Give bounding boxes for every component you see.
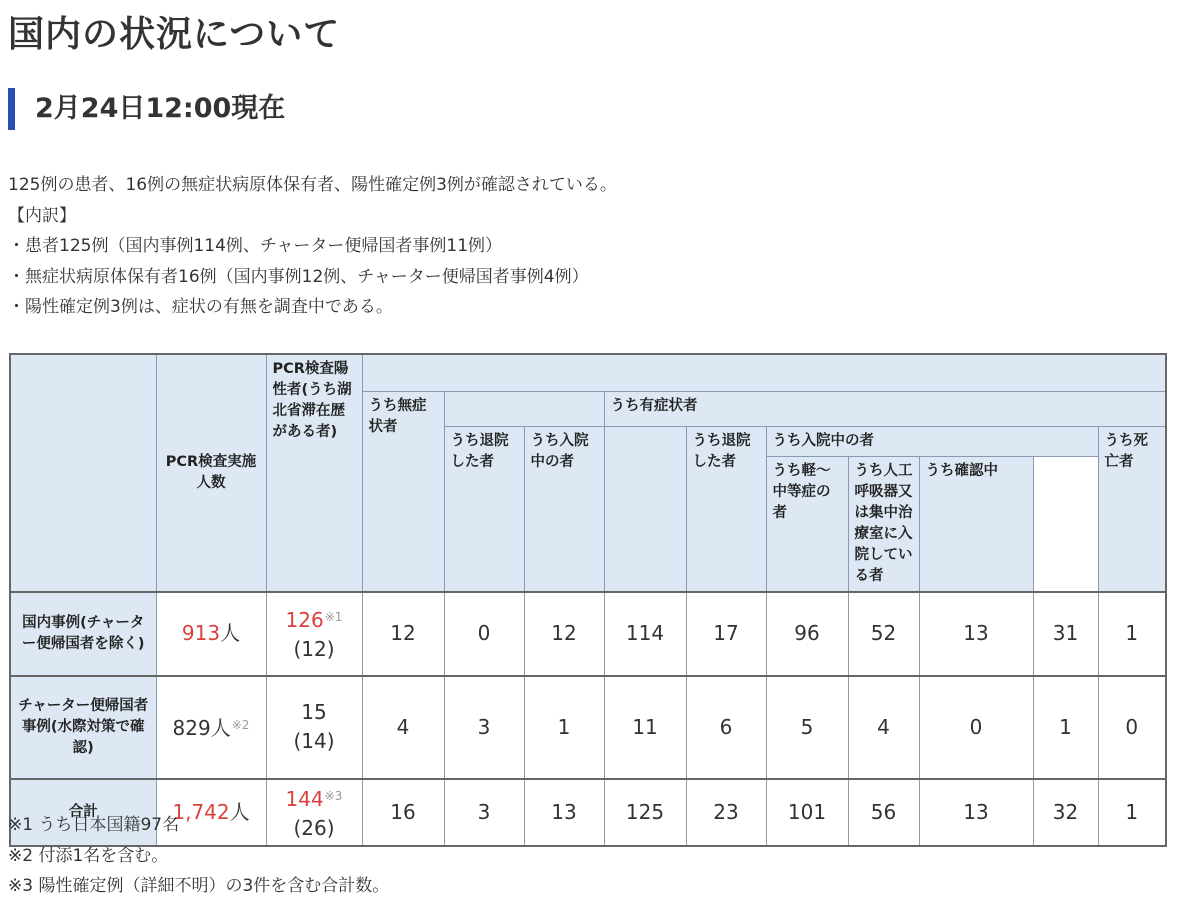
mild-moderate-cell: 4 bbox=[848, 676, 919, 779]
footnote: ※3 陽性確定例（詳細不明）の3件を含む合計数。 bbox=[8, 876, 390, 896]
sym-discharged-cell: 23 bbox=[686, 779, 766, 846]
asym-discharged-cell: 3 bbox=[444, 676, 524, 779]
pcr-tests-value: 913 bbox=[181, 621, 221, 645]
header-pcr-positive: PCR検査陽性者(うち湖北省滞在歴がある者) bbox=[266, 354, 362, 592]
sym-hospitalized-cell: 96 bbox=[766, 592, 848, 676]
deaths-cell: 0 bbox=[1098, 676, 1166, 779]
header-asym-discharged: うち退院した者 bbox=[444, 426, 524, 592]
row-label: チャーター便帰国者事例(水際対策で確認) bbox=[10, 676, 156, 779]
header-sym-hospitalized: うち入院中の者 bbox=[766, 426, 1098, 456]
pcr-tests-cell bbox=[156, 676, 266, 779]
sym-hospitalized-cell: 101 bbox=[766, 779, 848, 846]
mild-moderate-cell: 56 bbox=[848, 779, 919, 846]
summary-line: ・患者125例（国内事例114例、チャーター便帰国者事例11例） bbox=[8, 236, 503, 256]
header-ventilator-icu: うち人工呼吸器又は集中治療室に入院している者 bbox=[848, 456, 919, 592]
summary-line: ・無症状病原体保有者16例（国内事例12例、チャーター便帰国者事例4例） bbox=[8, 266, 589, 287]
ventilator-icu-cell: 13 bbox=[919, 779, 1033, 846]
table-row bbox=[10, 592, 1166, 676]
footnote: ※1 うち日本国籍97名 bbox=[8, 815, 180, 835]
header-sym-discharged: うち退院した者 bbox=[686, 426, 766, 592]
summary-line: 【内訳】 bbox=[8, 205, 76, 226]
footnotes bbox=[8, 810, 389, 902]
asym-hospitalized-cell: 12 bbox=[524, 592, 604, 676]
row-label: 合計 bbox=[10, 779, 156, 846]
header-symptomatic: うち有症状者 bbox=[604, 391, 1166, 426]
pcr-positive-value: 15 bbox=[301, 700, 327, 724]
row-label: 国内事例(チャーター便帰国者を除く) bbox=[10, 592, 156, 676]
pcr-tests-unit: 人 bbox=[220, 621, 241, 645]
table-row bbox=[10, 676, 1166, 779]
asym-hospitalized-cell: 1 bbox=[524, 676, 604, 779]
footnote-marker: ※1 bbox=[324, 610, 343, 624]
stats-table bbox=[9, 353, 1167, 847]
pcr-tests-cell bbox=[156, 592, 266, 676]
symptomatic-cell: 11 bbox=[604, 676, 686, 779]
page-title: 国内の状況について bbox=[8, 14, 341, 55]
confirming-cell: 31 bbox=[1033, 592, 1098, 676]
ventilator-icu-cell: 13 bbox=[919, 592, 1033, 676]
header-asym-band bbox=[444, 391, 604, 426]
sym-discharged-cell: 17 bbox=[686, 592, 766, 676]
header-pcr-tests: PCR検査実施人数 bbox=[156, 354, 266, 592]
header-corner bbox=[10, 354, 156, 592]
deaths-cell: 1 bbox=[1098, 592, 1166, 676]
pcr-positive-hubei: (12) bbox=[293, 637, 335, 661]
pcr-tests-value: 829 bbox=[172, 716, 211, 740]
confirming-cell: 1 bbox=[1033, 676, 1098, 779]
pcr-tests-value: 1,742 bbox=[172, 799, 230, 824]
sym-discharged-cell: 6 bbox=[686, 676, 766, 779]
ventilator-icu-cell: 0 bbox=[919, 676, 1033, 779]
header-confirming: うち確認中 bbox=[919, 456, 1033, 592]
asymptomatic-cell: 16 bbox=[362, 779, 444, 846]
asymptomatic-cell: 12 bbox=[362, 592, 444, 676]
pcr-positive-value: 144 bbox=[285, 786, 324, 811]
header-asym-hospitalized: うち入院中の者 bbox=[524, 426, 604, 592]
summary-text bbox=[8, 170, 1168, 323]
summary-line: 125例の患者、16例の無症状病原体保有者、陽性確定例3例が確認されている。 bbox=[8, 175, 617, 195]
asym-discharged-cell: 0 bbox=[444, 592, 524, 676]
header-deaths: うち死亡者 bbox=[1098, 426, 1166, 592]
header-sym-total bbox=[604, 426, 686, 592]
mild-moderate-cell: 52 bbox=[848, 592, 919, 676]
deaths-cell: 1 bbox=[1098, 779, 1166, 846]
symptomatic-cell: 114 bbox=[604, 592, 686, 676]
symptomatic-cell: 125 bbox=[604, 779, 686, 846]
asym-hospitalized-cell: 13 bbox=[524, 779, 604, 846]
header-mild-moderate: うち軽～中等症の者 bbox=[766, 456, 848, 592]
footnote-marker: ※2 bbox=[231, 718, 250, 732]
asymptomatic-cell: 4 bbox=[362, 676, 444, 779]
header-top-band bbox=[362, 354, 1166, 391]
pcr-positive-hubei: (14) bbox=[293, 729, 335, 753]
pcr-positive-value: 126 bbox=[285, 608, 324, 632]
pcr-tests-unit: 人 bbox=[229, 799, 250, 824]
footnote-marker: ※3 bbox=[324, 788, 343, 803]
pcr-tests-unit: 人 bbox=[210, 716, 231, 740]
confirming-cell: 32 bbox=[1033, 779, 1098, 846]
pcr-positive-hubei: (26) bbox=[293, 815, 335, 840]
pcr-positive-cell bbox=[266, 676, 362, 779]
header-asymptomatic: うち無症状者 bbox=[362, 391, 444, 592]
sym-hospitalized-cell: 5 bbox=[766, 676, 848, 779]
section-heading: 2月24日12:00現在 bbox=[8, 88, 285, 130]
footnote: ※2 付添1名を含む。 bbox=[8, 845, 169, 866]
pcr-positive-cell bbox=[266, 592, 362, 676]
asym-discharged-cell: 3 bbox=[444, 779, 524, 846]
summary-line: ・陽性確定例3例は、症状の有無を調査中である。 bbox=[8, 297, 393, 317]
